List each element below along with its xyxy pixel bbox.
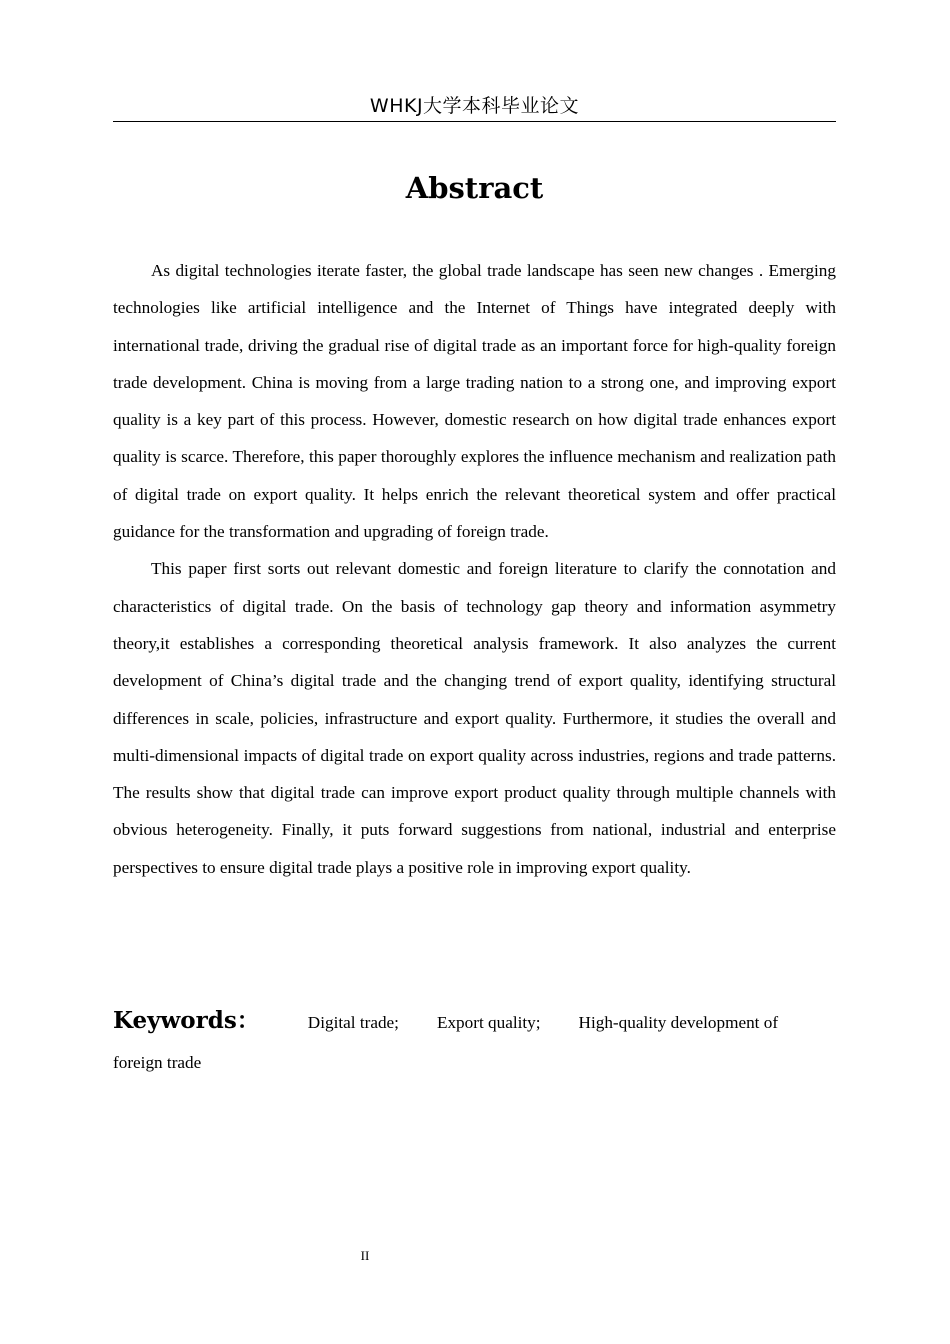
keyword-item: High-quality development of xyxy=(578,1013,779,1032)
page-header xyxy=(113,92,836,122)
keywords-label: Keywords： xyxy=(113,1007,260,1034)
abstract-paragraph-1: As digital technologies iterate faster, the global trade landscape has seen new changes . Emerging technologies like artificial intelligence and the Internet of Things have integrated deeply with international trade, driving the gradual rise of digital trade as an important force for high-quality foreign trade development. China is moving from a large trading nation to a strong one, and improving export quality is a key part of this process. However, domestic research on how digital trade enhances export quality is scarce. Therefore, this paper thoroughly explores the influence mechanism and realization path of digital trade on export quality. It helps enrich the relevant theoretical system and offer practical guidance for the transformation and upgrading of foreign trade. xyxy=(113,261,836,542)
keywords-line xyxy=(113,1000,836,1042)
abstract-title: Abstract xyxy=(405,171,544,205)
page-number: II xyxy=(360,1248,370,1263)
header-text: WHKJ大学本科毕业论文 xyxy=(369,95,580,117)
keyword-item: Export quality; xyxy=(436,1013,541,1032)
abstract-paragraph-2: This paper first sorts out relevant domestic and foreign literature to clarify the connotation and characteristics of digital trade. On the basis of technology gap theory and information asymmetry theory,it establishes a corresponding theoretical analysis framework. It also analyzes the current development of China’s digital trade and the changing trend of export quality, identifying structural differences in scale, policies, infrastructure and export quality. Furthermore, it studies the overall and multi-dimensional impacts of digital trade on export quality across industries, regions and trade patterns. The results show that digital trade can improve export product quality through multiple channels with obvious heterogeneity. Finally, it puts forward suggestions from national, industrial and enterprise perspectives to ensure digital trade plays a positive role in improving export quality. xyxy=(113,559,836,877)
keyword-continuation: foreign trade xyxy=(113,1053,202,1072)
keywords-section xyxy=(113,1000,836,1084)
abstract-body xyxy=(113,252,836,886)
keyword-item: Digital trade; xyxy=(307,1013,399,1032)
